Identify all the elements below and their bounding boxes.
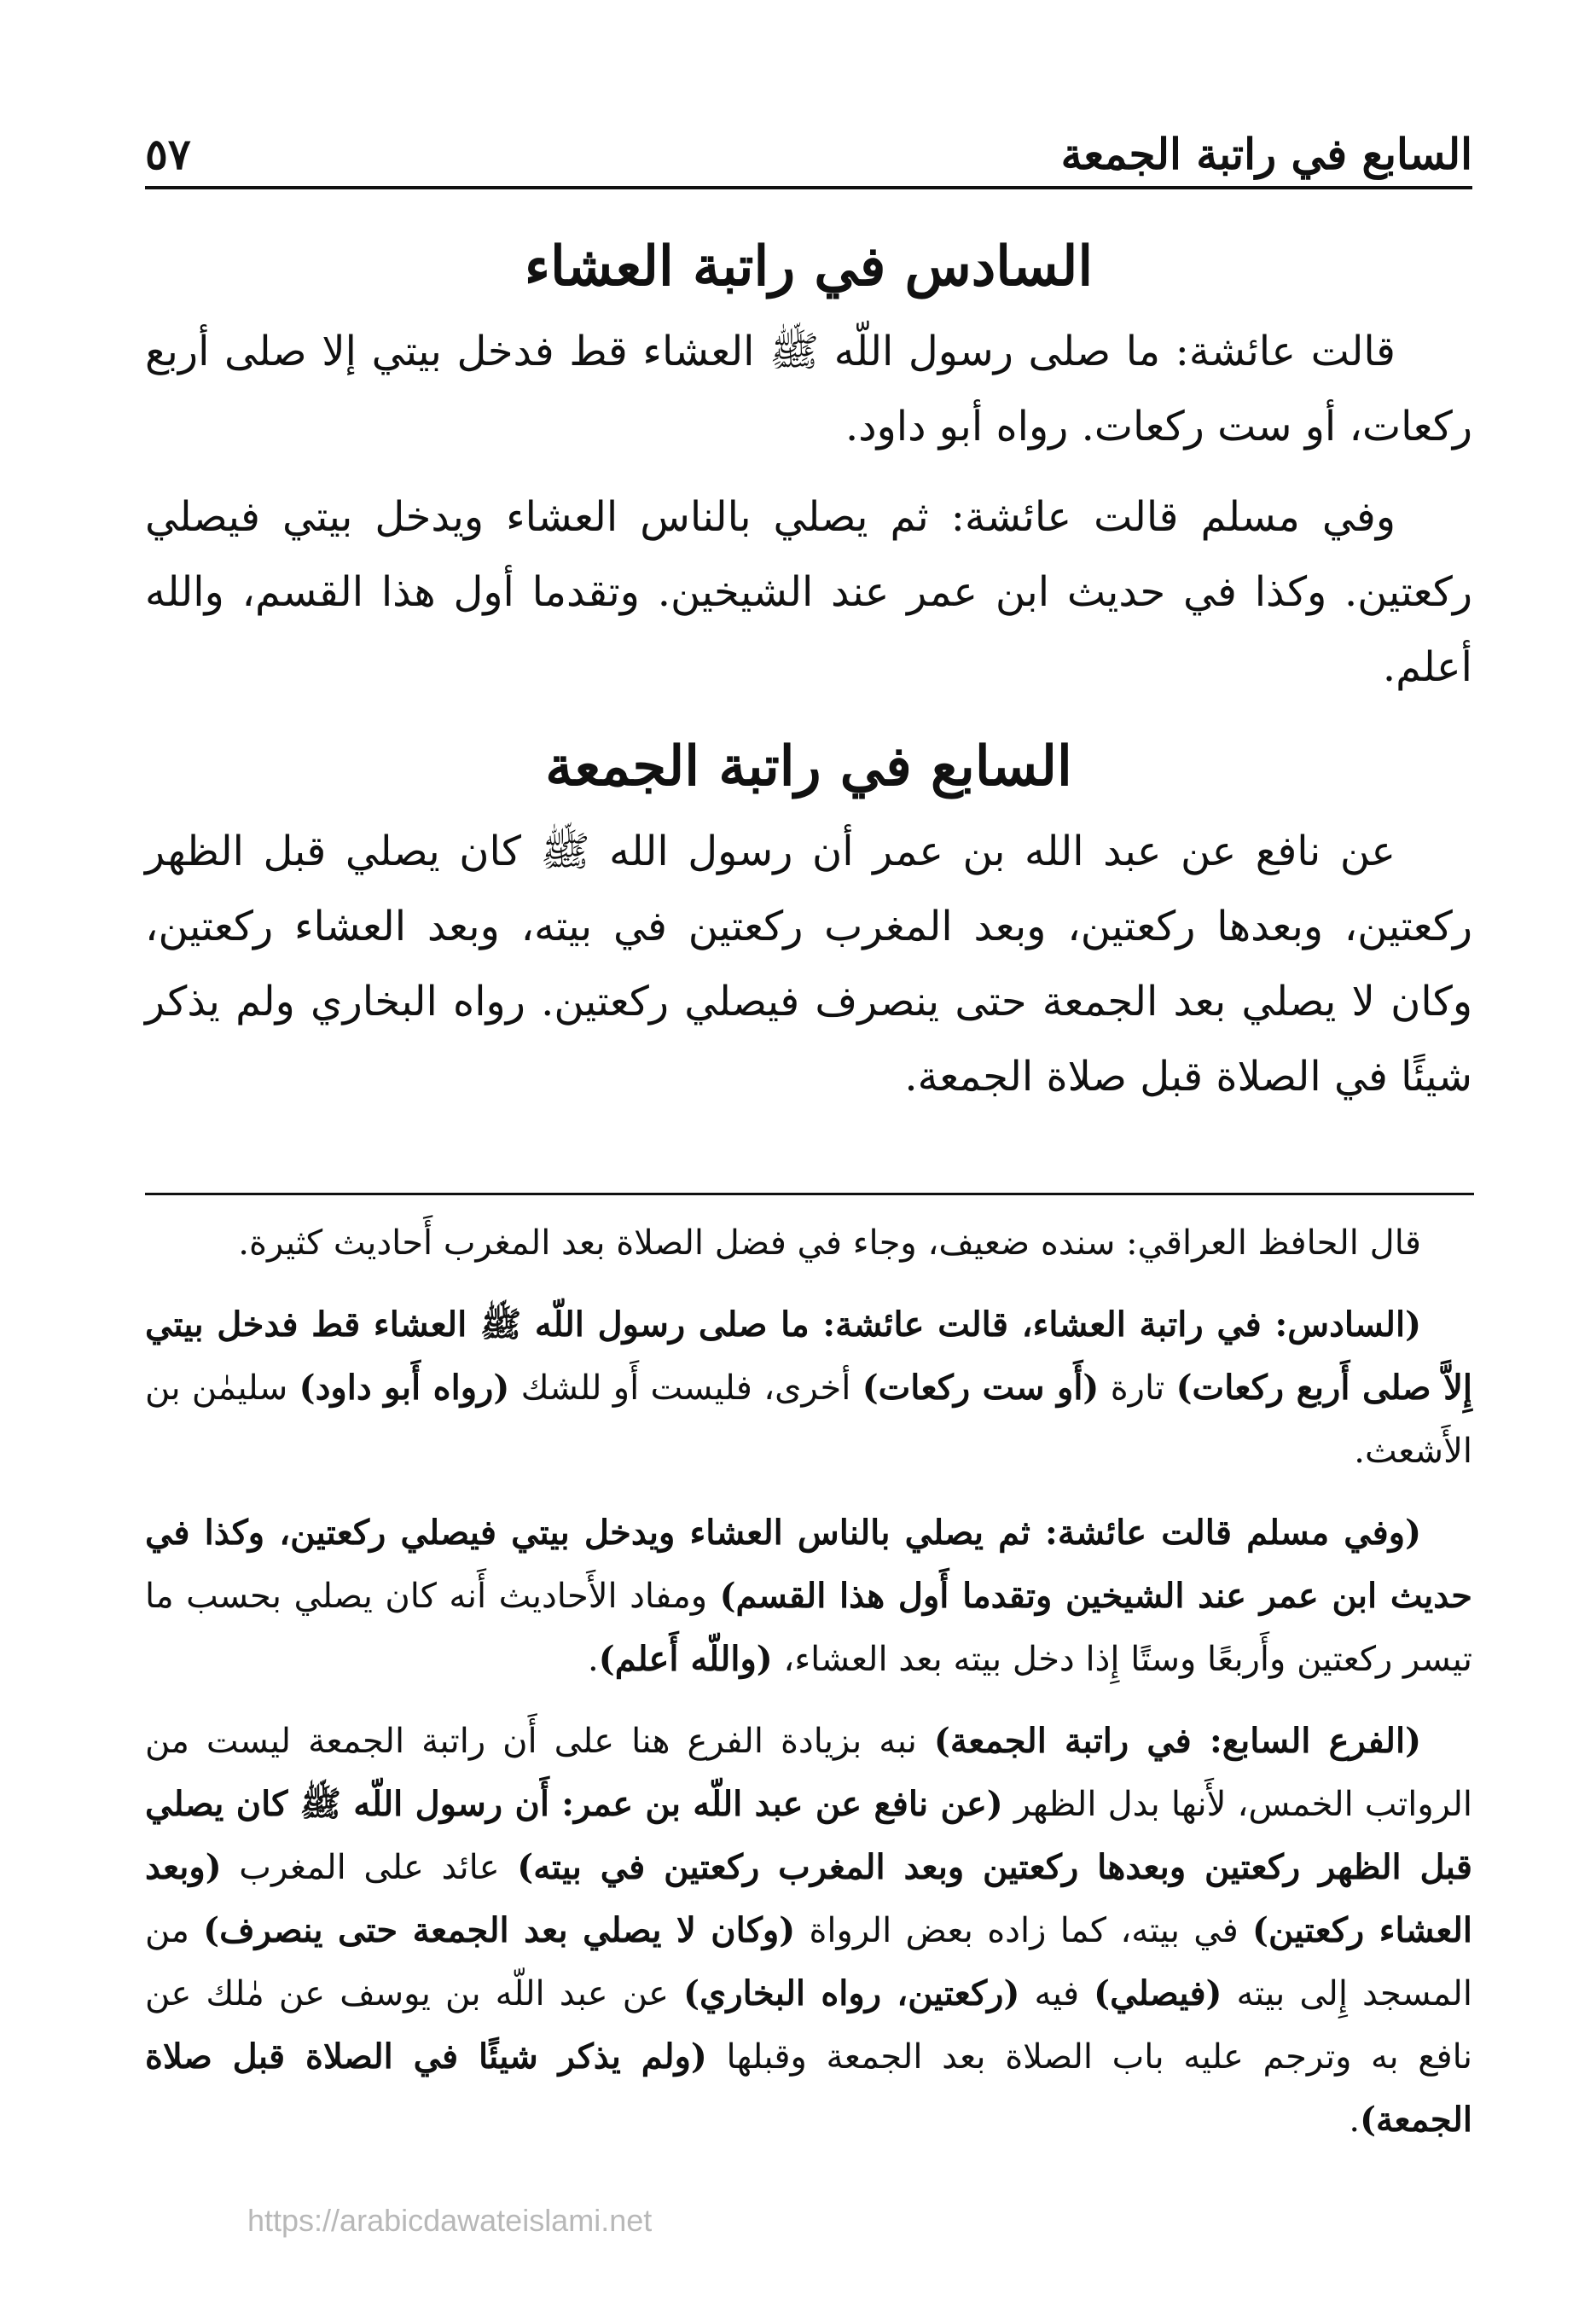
quoted-text: (وبعد العشاء ركعتين) xyxy=(145,1847,1472,1950)
quoted-text: (السادس: في راتبة العشاء، قالت عائشة: ما صلى رسول اللّه ﷺ العشاء قط فدخل بيتي إِلاَّ صلى أَربع ركعات) xyxy=(145,1304,1472,1408)
watermark-url: https://arabicdawateislami.net xyxy=(247,2203,653,2238)
commentary xyxy=(145,1211,1472,2170)
quoted-text: (ركعتين، رواه البخاري) xyxy=(683,1973,1020,2013)
running-title: السابع في راتبة الجمعة xyxy=(1060,129,1472,179)
running-header xyxy=(145,111,1472,179)
section-heading-isha: السادس في راتبة العشاء xyxy=(524,235,1094,299)
quoted-text: (ولم يذكر شيئًا في الصلاة قبل صلاة الجمعة) xyxy=(145,2036,1472,2140)
note-jumua xyxy=(145,1710,1472,2152)
commentary-text: . xyxy=(1349,2100,1361,2140)
commentary-text: عائد على المغرب xyxy=(221,1848,518,1887)
paragraph-jumua-nafi: عن نافع عن عبد الله بن عمر أن رسول الله ﷺ كان يصلي قبل الظهر ركعتين، وبعدها ركعتين، وبعد المغرب ركعتين في بيته، وبعد العشاء ركعتين، وكان لا يصلي بعد الجمعة حتى ينصرف فيصلي ركعتين. رواه البخاري ولم يذكر شيئًا في الصلاة قبل صلاة الجمعة. xyxy=(145,828,1472,1101)
quoted-text: (رواه أَبو داود) xyxy=(299,1368,510,1408)
paragraph-isha-aisha: قالت عائشة: ما صلى رسول اللّه ﷺ العشاء قط فدخل بيتي إلا صلى أربع ركعات، أو ست ركعات. رواه أبو داود. xyxy=(145,328,1472,450)
commentary-text: عن عبد اللّه بن يوسف عن مٰلك عن نافع به وترجم عليه باب الصلاة بعد الجمعة وقبلها xyxy=(145,1974,1473,2077)
commentary-text: فيه xyxy=(1019,1974,1094,2013)
quoted-text: (وكان لا يصلي بعد الجمعة حتى ينصرف) xyxy=(203,1910,796,1950)
commentary-text: تارة xyxy=(1099,1368,1176,1408)
header-rule xyxy=(145,186,1472,189)
commentary-text: . xyxy=(588,1640,599,1679)
note-isha xyxy=(145,1293,1472,1483)
quoted-text: (عن نافع عن عبد اللّه بن عمر: أَن رسول اللّه ﷺ كان يصلي قبل الظهر ركعتين وبعدها ركعتين وبعد المغرب ركعتين في بيته) xyxy=(145,1784,1472,1887)
section-heading-jumua: السابع في راتبة الجمعة xyxy=(545,735,1072,799)
quoted-text: (وفي مسلم قالت عائشة: ثم يصلي بالناس العشاء ويدخل بيتي فيصلي ركعتين، وكذا في حديث ابن عمر عند الشيخين وتقدما أَول هذا القسم) xyxy=(145,1513,1472,1616)
footnote-rule xyxy=(145,1193,1474,1195)
quoted-text: (أَو ست ركعات) xyxy=(862,1368,1100,1408)
commentary-text: أخرى، فليست أَو للشك xyxy=(509,1368,862,1408)
commentary-text: ومفاد الأَحاديث أَنه كان يصلي بحسب ما تيسر ركعتين وأَربعًا وستًا إِذا دخل بيته بعد العشاء، xyxy=(145,1577,1472,1679)
commentary-text: من المسجد إِلى بيته xyxy=(145,1911,1472,2013)
commentary-text: في بيته، كما زاده بعض الرواة xyxy=(795,1911,1253,1950)
paragraph-isha-muslim: وفي مسلم قالت عائشة: ثم يصلي بالناس العشاء ويدخل بيتي فيصلي ركعتين. وكذا في حديث ابن عمر عند الشيخين. وتقدما أول هذا القسم، والله أعلم. xyxy=(145,493,1472,691)
commentary-text: نبه بزيادة الفرع هنا على أَن راتبة الجمعة ليست من الرواتب الخمس، لأَنها بدل الظهر xyxy=(145,1722,1473,1824)
quoted-text: (فيصلي) xyxy=(1094,1973,1222,2013)
quoted-text: (الفرع السابع: في راتبة الجمعة) xyxy=(933,1721,1421,1761)
commentary-text: سليمٰن بن الأَشعث. xyxy=(145,1368,1472,1471)
quoted-text: (واللّه أَعلم) xyxy=(598,1639,773,1679)
main-text xyxy=(145,220,1472,1130)
page-number: ٥٧ xyxy=(145,129,191,179)
note-iraqi: قال الحافظ العراقي: سنده ضعيف، وجاء في فضل الصلاة بعد المغرب أَحاديث كثيرة. xyxy=(238,1223,1421,1263)
note-isha-muslim xyxy=(145,1502,1472,1691)
